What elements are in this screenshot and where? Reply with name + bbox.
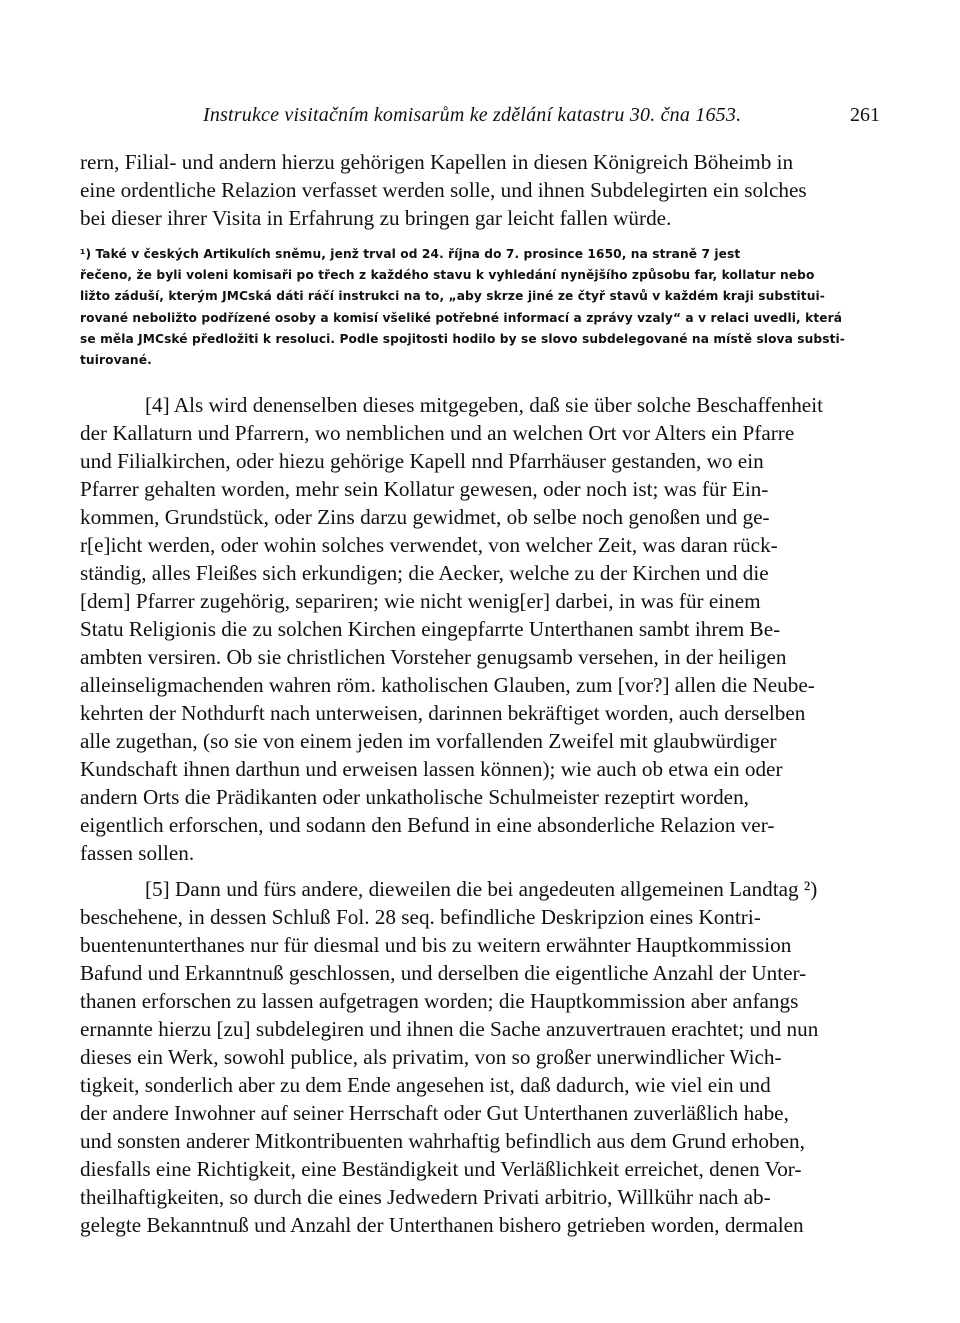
paragraph-5-line: ernannte hierzu [zu] subdelegiren und ihnen die Sache anzuvertrauen erachtet; und nun <box>80 1017 819 1042</box>
paragraph-4-line: ambten versiren. Ob sie christlichen Vorsteher genugsamb versehen, in der heiligen <box>80 645 787 670</box>
footnote-line: ¹) Také v českých Artikulích sněmu, jenž trval od 24. října do 7. prosince 1650, na straně 7 jest <box>80 247 741 261</box>
footnote-1 <box>80 244 882 371</box>
paragraph-5-line: thanen erforschen zu lassen aufgetragen worden; die Hauptkommission aber anfangs <box>80 989 799 1014</box>
paragraph-5-line: gelegte Bekanntnuß und Anzahl der Unterthanen bishero getrieben worden, dermalen <box>80 1213 804 1238</box>
paragraph-1-line: bei dieser ihrer Visita in Erfahrung zu bringen gar leicht fallen würde. <box>80 206 672 230</box>
paragraph-5-line: und sonsten anderer Mitkontribuenten wahrhaftig befindlich aus dem Grund erhoben, <box>80 1129 805 1154</box>
footnote-line: ližto záduší, kterým JMCská dáti ráčí instrukci na to, „aby skrze jiné ze čtyř stavů v každém kraji substitui- <box>80 289 825 304</box>
paragraph-4-line: alle zugethan, (so sie von einem jeden im vorfallenden Zweifel mit glaubwürdiger <box>80 729 777 754</box>
paragraph-4 <box>80 391 882 867</box>
paragraph-4-line: und Filialkirchen, oder hiezu gehörige Kapell nnd Pfarrhäuser gestanden, wo ein <box>80 449 764 474</box>
paragraph-4-line: alleinseligmachenden wahren röm. katholischen Glauben, zum [vor?] allen die Neube- <box>80 673 815 698</box>
paragraph-4-line: ständig, alles Fleißes sich erkundigen; die Aecker, welche zu der Kirchen und die <box>80 561 769 586</box>
paragraph-5-line: diesfalls eine Richtigkeit, eine Beständigkeit und Verläßlichkeit erreichet, denen Vor- <box>80 1157 802 1182</box>
footnote-line: se měla JMCské předložiti k resoluci. Podle spojitosti hodilo by se slovo subdelegované na místě slova substi- <box>80 331 845 346</box>
paragraph-4-line: Statu Religionis die zu solchen Kirchen eingepfarrte Unterthanen sambt ihrem Be- <box>80 617 781 642</box>
paragraph-1-line: eine ordentliche Relazion verfasset werden solle, und ihnen Subdelegirten ein solches <box>80 178 807 202</box>
paragraph-5-line: Bafund und Erkanntnuß geschlossen, und derselben die eigentliche Anzahl der Unter- <box>80 961 807 986</box>
paragraph-4-line: kommen, Grundstück, oder Zins darzu gewidmet, ob selbe noch genoßen und ge- <box>80 505 770 530</box>
document-page <box>80 98 882 1239</box>
paragraph-1-line: rern, Filial- und andern hierzu gehörigen Kapellen in diesen Königreich Böheimb in <box>80 150 794 174</box>
paragraph-5-line: [5] Dann und fürs andere, dieweilen die bei angedeuten allgemeinen Landtag ²) <box>145 877 818 902</box>
paragraph-4-line: Kundschaft ihnen darthun und erweisen lassen können); wie auch ob etwa ein oder <box>80 757 783 782</box>
running-head <box>80 98 882 134</box>
paragraph-4-line: [dem] Pfarrer zugehörig, separiren; wie nicht wenig[er] darbei, in was für einem <box>80 589 761 614</box>
paragraph-4-line: kehrten der Nothdurft nach unterweisen, darinnen bekräftiget worden, auch derselben <box>80 701 806 726</box>
running-title: Instrukce visitačním komisarům ke zdělání katastru 30. čna 1653. <box>203 104 742 126</box>
paragraph-5-line: der andere Inwohner auf seiner Herrschaft oder Gut Unterthanen zuverläßlich habe, <box>80 1101 789 1126</box>
paragraph-4-line: der Kallaturn und Pfarrern, wo nemblichen und an welchen Ort vor Alters ein Pfarre <box>80 421 795 446</box>
paragraph-5-line: buentenunterthanes nur für diesmal und bis zu weitern erwähnter Hauptkommission <box>80 933 792 958</box>
paragraph-4-line: [4] Als wird denenselben dieses mitgegeben, daß sie über solche Beschaffenheit <box>145 393 823 418</box>
footnote-line: tuirované. <box>80 353 152 368</box>
footnote-line: rované neboližto podřízené osoby a komisí všeliké potřebné informací a zprávy vzaly“ a v relaci uvedli, která <box>80 310 843 325</box>
paragraph-5-line: theilhaftigkeiten, so durch die eines Jedwedern Privati arbitrio, Willkühr nach ab- <box>80 1185 771 1210</box>
paragraph-4-line: andern Orts die Prädikanten oder unkatholische Schulmeister rezeptirt worden, <box>80 785 749 810</box>
footnote-line: řečeno, že byli voleni komisaři po třech z každého stavu k vyhledání nynějšího způsobu far, kollatur nebo <box>80 268 815 283</box>
paragraph-5-line: tigkeit, sonderlich aber zu dem Ende angesehen ist, daß dadurch, wie viel ein und <box>80 1073 771 1098</box>
paragraph-1 <box>80 148 882 232</box>
paragraph-4-line: eigentlich erforschen, und sodann den Befund in eine absonderliche Relazion ver- <box>80 813 775 838</box>
page-number: 261 <box>850 104 880 126</box>
paragraph-5-line: beschehene, in dessen Schluß Fol. 28 seq. befindliche Deskripzion eines Kontri- <box>80 905 761 930</box>
paragraph-4-line: r[e]icht werden, oder wohin solches verwendet, von welcher Zeit, was daran rück- <box>80 533 778 558</box>
paragraph-4-line: fassen sollen. <box>80 841 195 866</box>
paragraph-5-line: dieses ein Werk, sowohl publice, als privatim, von so großer unerwindlicher Wich- <box>80 1045 782 1070</box>
paragraph-4-line: Pfarrer gehalten worden, mehr sein Kollatur gewesen, oder noch ist; was für Ein- <box>80 477 769 502</box>
paragraph-5 <box>80 875 882 1239</box>
